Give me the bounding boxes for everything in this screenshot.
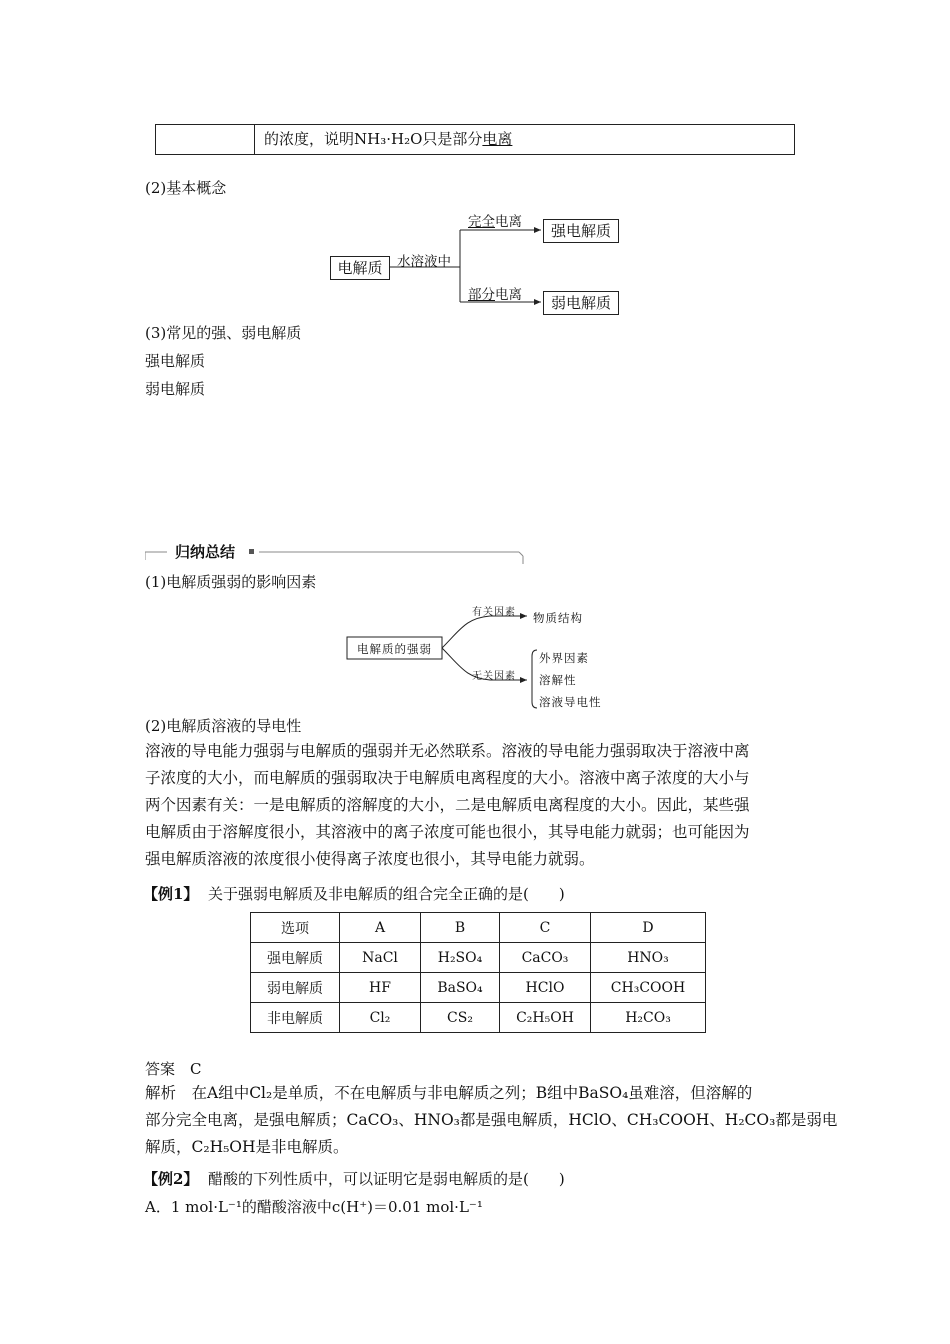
table-cell: HClO [500, 973, 591, 1003]
table-cell: D [591, 913, 706, 943]
table-row [251, 943, 706, 973]
table-cell: H₂CO₃ [591, 1003, 706, 1033]
external-factor-label: 外界因素 [539, 651, 589, 665]
analysis-line: 部分完全电离，是强电解质；CaCO₃、HNO₃都是强电解质，HClO、CH₃COOH、H₂CO₃都是弱电 [145, 1111, 838, 1129]
paragraph-line: 溶液的导电能力强弱与电解质的强弱并无必然联系。溶液的导电能力强弱取决于溶液中离 [145, 742, 750, 760]
table-cell: Cl₂ [340, 1003, 421, 1033]
table-cell: C [500, 913, 591, 943]
electrolyte-box: 电解质 [330, 256, 390, 280]
conductivity-label: 溶液导电性 [539, 695, 602, 709]
table-cell: BaSO₄ [421, 973, 500, 1003]
table-cell-text: 的浓度，说明NH₃·H₂O只是部分电离 [264, 130, 513, 148]
table-cell: B [421, 913, 500, 943]
example2-tag: 【例2】 [143, 1170, 199, 1188]
table-cell: HNO₃ [591, 943, 706, 973]
related-factor-label: 有关因素 [472, 607, 516, 618]
table-cell: A [340, 913, 421, 943]
example2-question: 【例2】 醋酸的下列性质中，可以证明它是弱电解质的是( ) [143, 1170, 565, 1188]
example1-answer: 答案 C [145, 1060, 202, 1078]
example1-question: 【例1】 关于强弱电解质及非电解质的组合完全正确的是( ) [143, 885, 565, 903]
analysis-line: 解质，C₂H₅OH是非电解质。 [145, 1138, 349, 1156]
weak-electrolyte-box: 弱电解质 [543, 291, 619, 315]
table-cell: 选项 [251, 913, 340, 943]
table-cell: CS₂ [421, 1003, 500, 1033]
aqueous-solution-label: 水溶液中 [397, 254, 451, 270]
strong-electrolyte-box: 强电解质 [543, 219, 619, 243]
example1-analysis [145, 1080, 838, 1161]
strong-electrolyte-label: 强电解质 [145, 352, 206, 370]
summary-title: 归纳总结 [175, 543, 236, 561]
unrelated-factor-label: 无关因素 [472, 671, 516, 682]
weak-electrolyte-label: 弱电解质 [145, 380, 206, 398]
table-cell: CaCO₃ [500, 943, 591, 973]
paragraph-line: 两个因素有关：一是电解质的溶解度的大小，二是电解质电离程度的大小。因此，某些强 [145, 796, 750, 814]
table-cell: HF [340, 973, 421, 1003]
paragraph-line: 强电解质溶液的浓度很小使得离子浓度也很小，其导电能力就弱。 [145, 850, 595, 868]
example2-option-a: A．1 mol·L⁻¹的醋酸溶液中c(H⁺)＝0.01 mol·L⁻¹ [145, 1198, 483, 1216]
table-row [251, 1003, 706, 1033]
partial-ionization-label: 部分电离 [468, 287, 522, 303]
summary-item-factors: (1)电解质强弱的影响因素 [145, 573, 317, 591]
table-cell: NaCl [340, 943, 421, 973]
table-row [251, 973, 706, 1003]
electrolyte-strength-box: 电解质的强弱 [357, 642, 432, 656]
table-cell: 强电解质 [251, 943, 340, 973]
conductivity-paragraph [145, 738, 810, 873]
table-cell: 弱电解质 [251, 973, 340, 1003]
solubility-label: 溶解性 [539, 673, 577, 687]
section-heading-common-electrolytes: (3)常见的强、弱电解质 [145, 324, 302, 342]
table-cell: H₂SO₄ [421, 943, 500, 973]
paragraph-line: 子浓度的大小，而电解质的强弱取决于电解质电离程度的大小。溶液中离子浓度的大小与 [145, 769, 750, 787]
paragraph-line: 电解质由于溶解度很小，其溶液中的离子浓度可能也很小，其导电能力就弱；也可能因为 [145, 823, 750, 841]
material-structure-label: 物质结构 [533, 611, 583, 625]
table-cell: CH₃COOH [591, 973, 706, 1003]
table-cell: C₂H₅OH [500, 1003, 591, 1033]
table-row [251, 913, 706, 943]
section-heading-basic-concept: (2)基本概念 [145, 179, 227, 197]
example1-tag: 【例1】 [143, 885, 199, 903]
analysis-line: 解析 在A组中Cl₂是单质，不在电解质与非电解质之列；B组中BaSO₄虽难溶，但溶解的 [145, 1084, 753, 1102]
table-cell: 非电解质 [251, 1003, 340, 1033]
summary-item-conductivity: (2)电解质溶液的导电性 [145, 717, 302, 735]
complete-ionization-label: 完全电离 [468, 214, 522, 230]
example1-table [250, 912, 706, 1033]
